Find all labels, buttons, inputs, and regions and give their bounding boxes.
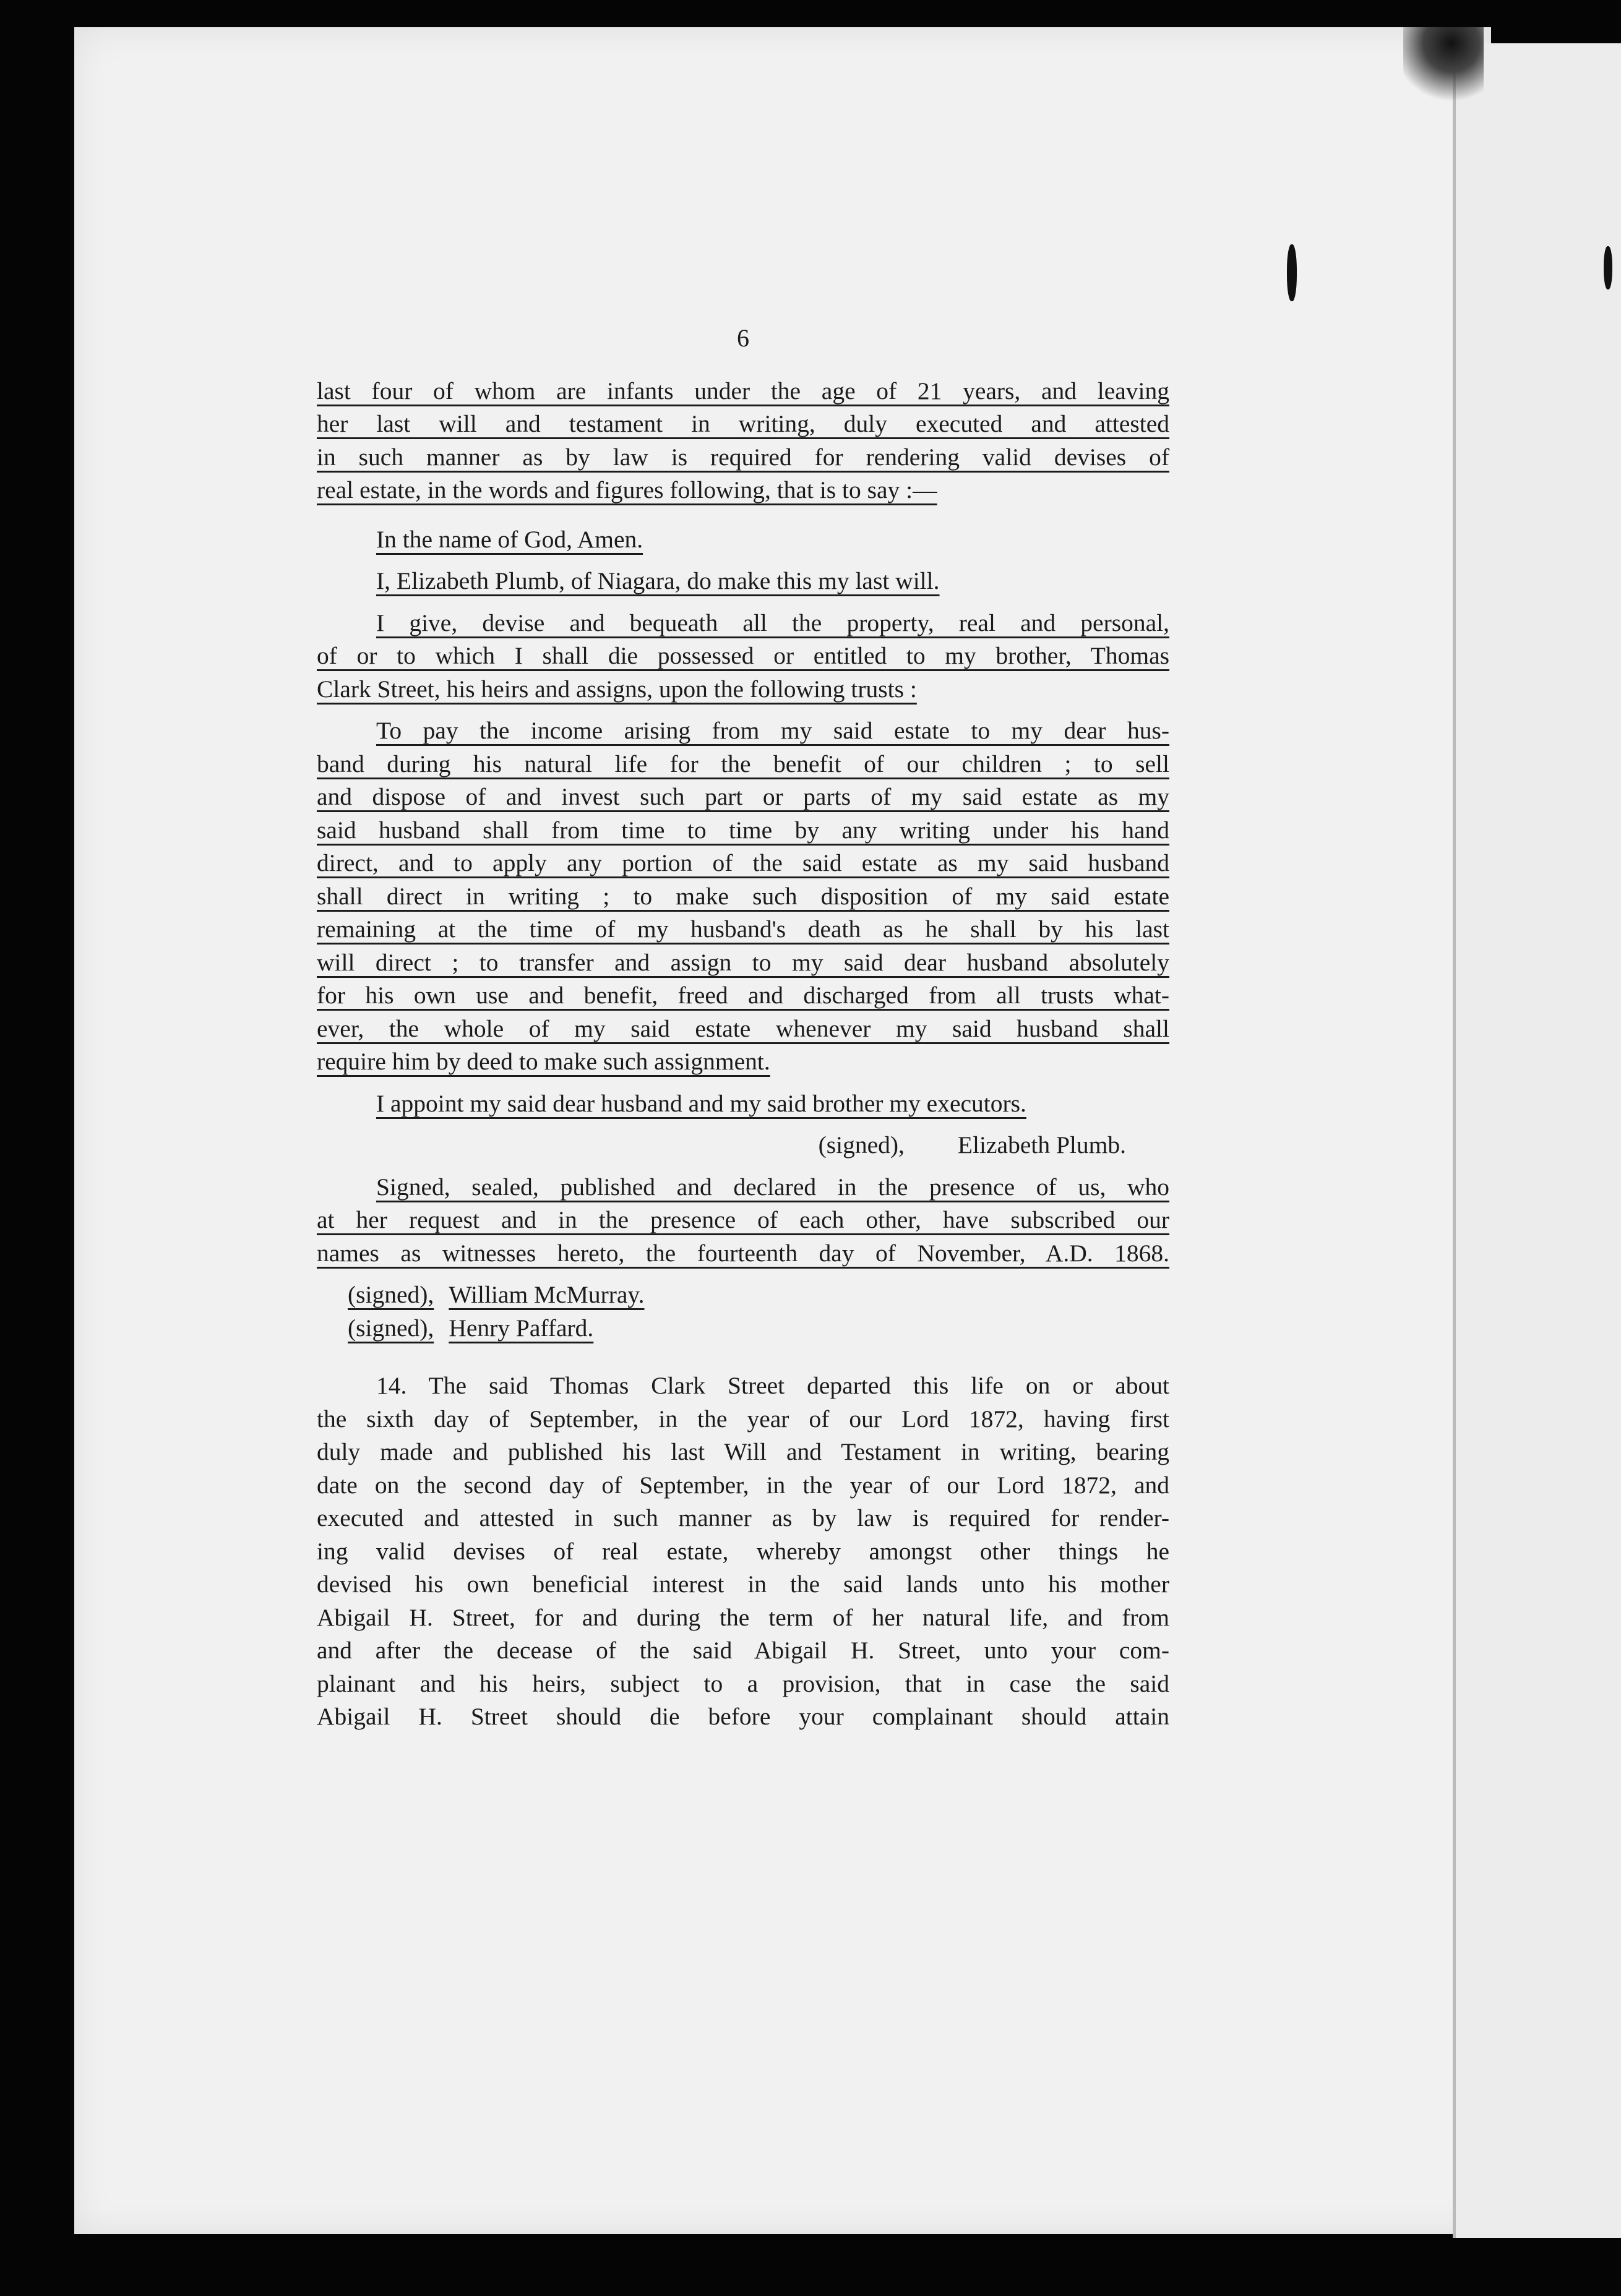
text-line: shall direct in writing ; to make such disposition of my said estate bbox=[317, 882, 1169, 910]
text-line: direct, and to apply any portion of the said estate as my said husband bbox=[317, 849, 1169, 876]
attestation-paragraph bbox=[317, 1171, 1169, 1270]
witness-signature bbox=[317, 1312, 1169, 1345]
testator-name: Elizabeth Plumb. bbox=[957, 1131, 1126, 1159]
text-line: will direct ; to transfer and assign to my said dear husband absolutely bbox=[317, 948, 1169, 976]
executors-clause: I appoint my said dear husband and my said brother my executors. bbox=[376, 1089, 1026, 1117]
text-line: require him by deed to make such assignment. bbox=[317, 1048, 770, 1075]
text-line: Abigail H. Street should die before your complainant should attain bbox=[317, 1703, 1169, 1730]
witness-signature bbox=[317, 1279, 1169, 1312]
text-line: names as witnesses hereto, the fourteenth day of November, A.D. 1868. bbox=[317, 1239, 1169, 1267]
signed-prefix: (signed), bbox=[818, 1131, 905, 1159]
witness-name: Henry Paffard. bbox=[449, 1314, 594, 1342]
text-line: I give, devise and bequeath all the property, real and personal, bbox=[376, 609, 1169, 636]
witness-name: William McMurray. bbox=[449, 1281, 645, 1308]
facing-page-edge bbox=[1453, 43, 1621, 2238]
text-line: of or to which I shall die possessed or entitled to my brother, Thomas bbox=[317, 642, 1169, 669]
ink-blot bbox=[1287, 244, 1297, 301]
document-text bbox=[317, 322, 1169, 1734]
paragraph-14 bbox=[317, 1369, 1169, 1734]
text-line: for his own use and benefit, freed and discharged from all trusts what- bbox=[317, 982, 1169, 1009]
text-line: the sixth day of September, in the year of our Lord 1872, having first bbox=[317, 1405, 1169, 1433]
text-line: in such manner as by law is required for rendering valid devises of bbox=[317, 443, 1169, 471]
text-line: remaining at the time of my husband's death as he shall by his last bbox=[317, 915, 1169, 943]
text-line: her last will and testament in writing, duly executed and attested bbox=[317, 410, 1169, 437]
text-line: ing valid devises of real estate, whereby amongst other things he bbox=[317, 1537, 1169, 1565]
text-line: said husband shall from time to time by any writing under his hand bbox=[317, 816, 1169, 844]
will-invocation: In the name of God, Amen. bbox=[376, 525, 643, 553]
text-line: band during his natural life for the benefit of our children ; to sell bbox=[317, 750, 1169, 777]
text-line: To pay the income arising from my said estate to my dear hus- bbox=[376, 717, 1169, 744]
bequest-paragraph bbox=[317, 607, 1169, 706]
text-line: last four of whom are infants under the age of 21 years, and leaving bbox=[317, 377, 1169, 405]
text-line: Clark Street, his heirs and assigns, upon the following trusts : bbox=[317, 675, 917, 703]
text-line: ever, the whole of my said estate whenever my said husband shall bbox=[317, 1014, 1169, 1042]
signed-prefix: (signed), bbox=[348, 1314, 434, 1342]
signed-prefix: (signed), bbox=[348, 1281, 434, 1308]
text-line: Signed, sealed, published and declared in the presence of us, who bbox=[376, 1173, 1169, 1201]
will-declaration: I, Elizabeth Plumb, of Niagara, do make this my last will. bbox=[376, 567, 940, 594]
testator-signature bbox=[317, 1129, 1169, 1162]
ink-blot bbox=[1604, 246, 1612, 289]
text-line: date on the second day of September, in the year of our Lord 1872, and bbox=[317, 1471, 1169, 1499]
text-line: executed and attested in such manner as by law is required for render- bbox=[317, 1504, 1169, 1531]
text-line: 14. The said Thomas Clark Street departed this life on or about bbox=[376, 1372, 1169, 1399]
trust-paragraph bbox=[317, 714, 1169, 1079]
text-line: at her request and in the presence of each other, have subscribed our bbox=[317, 1206, 1169, 1233]
text-line: plainant and his heirs, subject to a provision, that in case the said bbox=[317, 1669, 1169, 1697]
text-line: duly made and published his last Will and Testament in writing, bearing bbox=[317, 1438, 1169, 1465]
text-line: and dispose of and invest such part or parts of my said estate as my bbox=[317, 783, 1169, 810]
binding-shadow bbox=[1403, 27, 1484, 108]
text-line: real estate, in the words and figures following, that is to say :— bbox=[317, 476, 937, 503]
text-line: devised his own beneficial interest in the said lands unto his mother bbox=[317, 1570, 1169, 1598]
text-line: and after the decease of the said Abigail H. Street, unto your com- bbox=[317, 1637, 1169, 1664]
text-line: Abigail H. Street, for and during the term of her natural life, and from bbox=[317, 1603, 1169, 1631]
intro-paragraph bbox=[317, 375, 1169, 507]
page-number: 6 bbox=[737, 324, 749, 352]
